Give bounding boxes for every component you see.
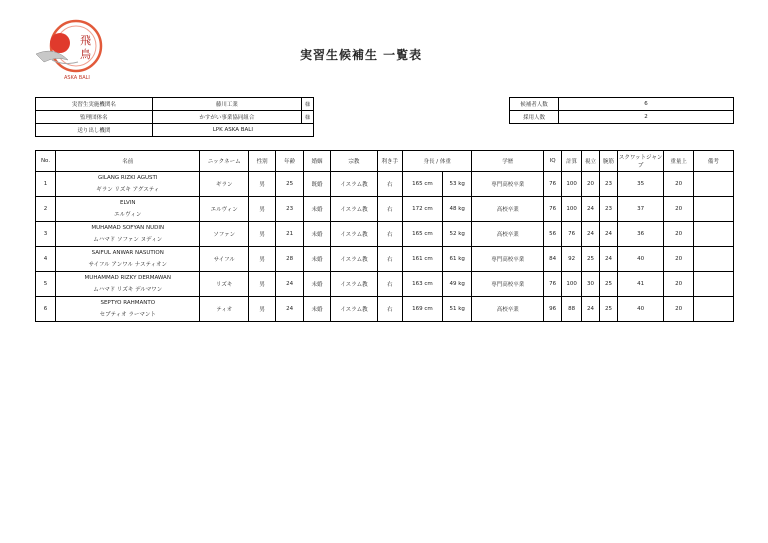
cell-no: 3 [36, 222, 56, 247]
info-row [36, 98, 314, 111]
header-arm: 腕筋 [600, 151, 618, 172]
cell-iq: 96 [544, 297, 562, 322]
cell-age: 24 [276, 297, 303, 322]
header-no: No. [36, 151, 56, 172]
cell-calc: 100 [562, 197, 582, 222]
cell-age: 24 [276, 272, 303, 297]
cell-height: 172 cm [402, 197, 442, 222]
cell-iq: 84 [544, 247, 562, 272]
cell-arm: 24 [600, 222, 618, 247]
candidate-name: ELVIN [120, 200, 136, 206]
info-label: 監理団体名 [36, 111, 153, 124]
cell-religion: イスラム教 [331, 197, 377, 222]
table-row [36, 247, 734, 272]
table-row [36, 272, 734, 297]
stats-row [510, 98, 734, 111]
header-hand: 利き手 [377, 151, 402, 172]
cell-note [693, 172, 733, 197]
cell-arm: 23 [600, 172, 618, 197]
cell-sex: 男 [248, 197, 275, 222]
table-row [36, 297, 734, 322]
info-label: 送り出し機関 [36, 124, 153, 137]
cell-sex: 男 [248, 222, 275, 247]
candidate-name: GILANG RIZKI AGUSTI [97, 175, 158, 181]
header-height-weight: 身長 / 体重 [402, 151, 472, 172]
cell-marital: 未婚 [303, 197, 330, 222]
cell-height: 165 cm [402, 222, 442, 247]
cell-lift: 20 [664, 197, 694, 222]
info-value: かすがい事業協同組合 [152, 111, 301, 124]
cell-height: 161 cm [402, 247, 442, 272]
cell-note [693, 222, 733, 247]
cell-note [693, 247, 733, 272]
cell-hand: 右 [377, 197, 402, 222]
stats-value: 6 [559, 98, 734, 111]
cell-nick: リズキ [200, 272, 249, 297]
company-info-table [35, 97, 314, 137]
info-row [36, 124, 314, 137]
logo-caption: ASKA BALI [64, 75, 90, 81]
cell-note [693, 297, 733, 322]
stats-table [509, 97, 734, 124]
header-marital: 婚姻 [303, 151, 330, 172]
cell-nick: サイフル [200, 247, 249, 272]
cell-weight: 51 kg [442, 297, 472, 322]
cell-iq: 76 [544, 272, 562, 297]
cell-nick: ティオ [200, 297, 249, 322]
logo-glyph-2: 鳥 [80, 48, 91, 61]
cell-marital: 未婚 [303, 297, 330, 322]
cell-hand: 右 [377, 297, 402, 322]
cell-name [56, 272, 200, 297]
cell-name [56, 222, 200, 247]
cell-no: 6 [36, 297, 56, 322]
cell-arm: 25 [600, 272, 618, 297]
cell-edu: 専門高校卒業 [472, 247, 544, 272]
cell-sit: 24 [582, 297, 600, 322]
cell-hand: 右 [377, 222, 402, 247]
candidate-name-kana: セプティオ ラーマント [99, 312, 156, 318]
candidate-name: MUHAMAD SOFYAN NUDIN [91, 225, 165, 231]
cell-sex: 男 [248, 272, 275, 297]
candidate-name-kana: ムハマド リズキ デルマワン [93, 287, 163, 293]
cell-hand: 右 [377, 172, 402, 197]
candidate-name: SAIFUL ANWAR NASUTION [91, 250, 164, 256]
page-title: 実習生候補生 一覧表 [300, 48, 423, 62]
cell-height: 169 cm [402, 297, 442, 322]
aska-bali-logo [34, 16, 112, 86]
candidate-name-kana: サイフル アンワル ナスティオン [88, 262, 168, 268]
header-sex: 性別 [248, 151, 275, 172]
cell-marital: 既婚 [303, 172, 330, 197]
cell-lift: 20 [664, 272, 694, 297]
cell-lift: 20 [664, 247, 694, 272]
cell-name [56, 247, 200, 272]
cell-jump: 40 [617, 297, 663, 322]
cell-lift: 20 [664, 297, 694, 322]
candidate-name-kana: ギラン リズキ アグスティ [96, 187, 160, 193]
cell-no: 1 [36, 172, 56, 197]
cell-edu: 高校卒業 [472, 197, 544, 222]
cell-note [693, 272, 733, 297]
candidates-table [35, 150, 734, 322]
header-iq: IQ [544, 151, 562, 172]
stats-label: 候補者人数 [510, 98, 559, 111]
cell-jump: 35 [617, 172, 663, 197]
cell-jump: 36 [617, 222, 663, 247]
cell-age: 28 [276, 247, 303, 272]
cell-calc: 76 [562, 222, 582, 247]
cell-jump: 40 [617, 247, 663, 272]
table-header-row [36, 151, 734, 172]
header-calc: 計算 [562, 151, 582, 172]
cell-name [56, 172, 200, 197]
info-mark: 様 [302, 98, 314, 111]
cell-marital: 未婚 [303, 222, 330, 247]
cell-marital: 未婚 [303, 272, 330, 297]
header-age: 年齢 [276, 151, 303, 172]
cell-age: 23 [276, 197, 303, 222]
cell-note [693, 197, 733, 222]
cell-sit: 24 [582, 222, 600, 247]
table-row [36, 172, 734, 197]
cell-name [56, 197, 200, 222]
header-nickname: ニックネーム [200, 151, 249, 172]
header-name: 名前 [56, 151, 200, 172]
table-body [36, 172, 734, 322]
info-value: 藤川工業 [152, 98, 301, 111]
cell-nick: エルヴィン [200, 197, 249, 222]
cell-weight: 52 kg [442, 222, 472, 247]
cell-religion: イスラム教 [331, 172, 377, 197]
cell-sit: 20 [582, 172, 600, 197]
table-row [36, 197, 734, 222]
cell-edu: 専門高校卒業 [472, 272, 544, 297]
info-mark: 様 [302, 111, 314, 124]
cell-height: 163 cm [402, 272, 442, 297]
cell-calc: 88 [562, 297, 582, 322]
cell-edu: 高校卒業 [472, 297, 544, 322]
cell-sit: 30 [582, 272, 600, 297]
info-row [36, 111, 314, 124]
cell-sit: 25 [582, 247, 600, 272]
cell-jump: 41 [617, 272, 663, 297]
cell-calc: 100 [562, 172, 582, 197]
header-lift: 重量上 [664, 151, 694, 172]
cell-hand: 右 [377, 272, 402, 297]
cell-arm: 25 [600, 297, 618, 322]
cell-religion: イスラム教 [331, 297, 377, 322]
cell-nick: ソファン [200, 222, 249, 247]
cell-age: 21 [276, 222, 303, 247]
header-religion: 宗教 [331, 151, 377, 172]
stats-row [510, 111, 734, 124]
cell-calc: 92 [562, 247, 582, 272]
cell-arm: 23 [600, 197, 618, 222]
cell-calc: 100 [562, 272, 582, 297]
cell-iq: 76 [544, 172, 562, 197]
candidate-name: MUHAMMAD RIZKY DERMAWAN [84, 275, 171, 281]
cell-iq: 56 [544, 222, 562, 247]
table-row [36, 222, 734, 247]
logo-glyph-1: 飛 [80, 34, 91, 47]
cell-arm: 24 [600, 247, 618, 272]
cell-lift: 20 [664, 172, 694, 197]
info-value: LPK ASKA BALI [152, 124, 313, 137]
cell-sex: 男 [248, 172, 275, 197]
cell-no: 5 [36, 272, 56, 297]
cell-weight: 49 kg [442, 272, 472, 297]
cell-edu: 高校卒業 [472, 222, 544, 247]
cell-hand: 右 [377, 247, 402, 272]
stats-value: 2 [559, 111, 734, 124]
header-note: 備考 [693, 151, 733, 172]
info-label: 実習生実施機関名 [36, 98, 153, 111]
cell-jump: 37 [617, 197, 663, 222]
cell-weight: 61 kg [442, 247, 472, 272]
candidate-name: SEPTYO RAHMANTO [100, 300, 156, 306]
cell-religion: イスラム教 [331, 272, 377, 297]
cell-weight: 48 kg [442, 197, 472, 222]
cell-height: 165 cm [402, 172, 442, 197]
cell-no: 2 [36, 197, 56, 222]
cell-lift: 20 [664, 222, 694, 247]
candidate-name-kana: ムハマド ソファン ヌディン [93, 237, 163, 243]
cell-age: 25 [276, 172, 303, 197]
header-education: 学歴 [472, 151, 544, 172]
cell-edu: 専門高校卒業 [472, 172, 544, 197]
cell-sit: 24 [582, 197, 600, 222]
cell-sex: 男 [248, 297, 275, 322]
header-sit: 視立 [582, 151, 600, 172]
cell-sex: 男 [248, 247, 275, 272]
candidate-name-kana: エルヴィン [114, 212, 142, 218]
cell-religion: イスラム教 [331, 222, 377, 247]
cell-no: 4 [36, 247, 56, 272]
cell-weight: 53 kg [442, 172, 472, 197]
header-squat-jump: スクワットジャンプ [617, 151, 663, 172]
cell-religion: イスラム教 [331, 247, 377, 272]
cell-iq: 76 [544, 197, 562, 222]
stats-label: 採用人数 [510, 111, 559, 124]
cell-name [56, 297, 200, 322]
cell-nick: ギラン [200, 172, 249, 197]
cell-marital: 未婚 [303, 247, 330, 272]
